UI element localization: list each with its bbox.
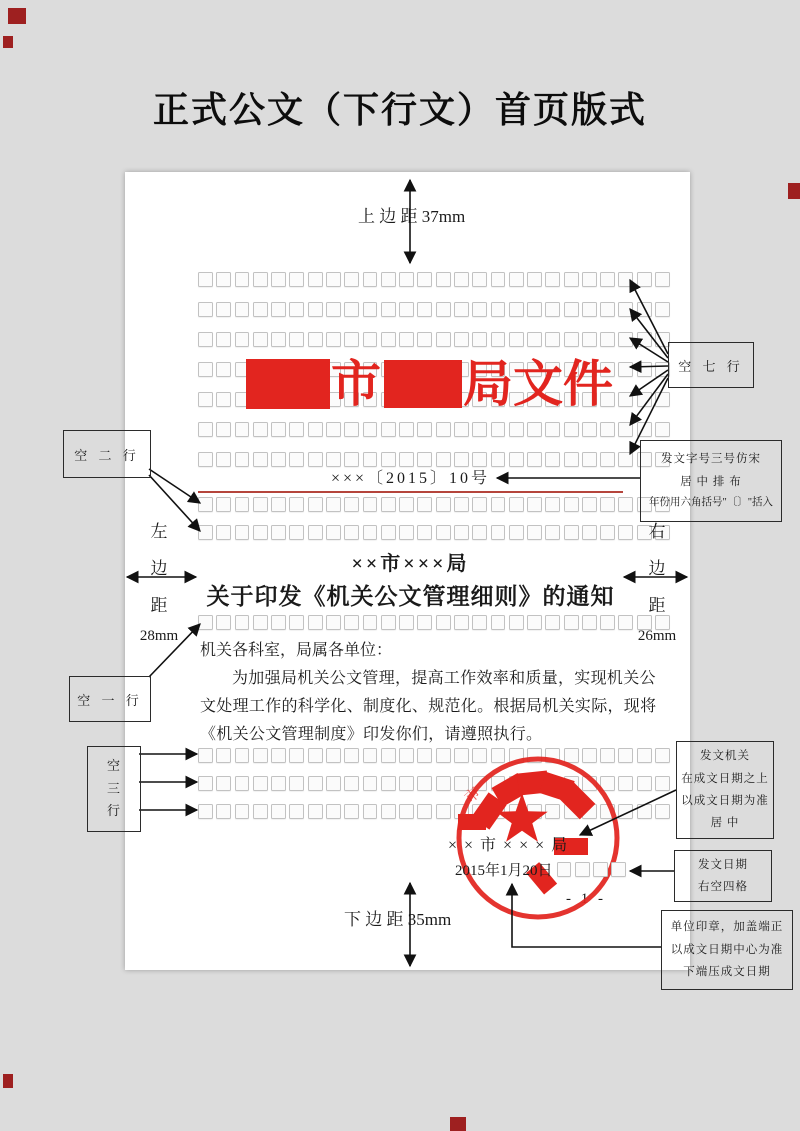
issuing-organ-title: ××市×××局 [351, 553, 470, 575]
placeholder-row [198, 525, 670, 540]
date-right-space-boxes [557, 862, 627, 877]
note-text: 以成文日期中心为准 [670, 943, 784, 956]
note-text: 下端压成文日期 [683, 966, 771, 979]
seal-ghost-char: 市 [462, 784, 484, 807]
page-number: - 1 - [566, 891, 606, 907]
placeholder-row [198, 332, 670, 347]
note-text: 年份用六角括号"〔〕"括入 [648, 497, 774, 509]
note-text: 空 二 行 [74, 447, 140, 463]
left-margin-value: 28mm [139, 628, 179, 644]
redacted-block [384, 360, 462, 408]
note-empty-two-rows [63, 430, 151, 478]
top-margin-label: 上 边 距 37mm [358, 207, 466, 226]
note-text: 空 一 行 [77, 692, 143, 708]
left-margin-label [139, 517, 179, 645]
right-margin-char: 右 [648, 522, 666, 541]
document-date: 2015年1月20日 [455, 863, 553, 879]
salutation: 机关各科室，局属各单位： [200, 642, 393, 659]
body-text-line: 文处理工作的科学化、制度化、规范化。根据局机关实际，现将 [200, 698, 657, 715]
banner-text-ju: 局文件 [463, 356, 613, 412]
note-text: 发文机关 [700, 750, 750, 763]
red-separator-line [198, 491, 623, 493]
note-unit-seal [661, 910, 793, 990]
issuer-signature: ××市×××局 [448, 837, 575, 854]
body-text-line: 为加强局机关公文管理，提高工作效率和质量，实现机关公 [232, 670, 656, 687]
note-issuing-organ [676, 741, 774, 839]
note-text: 空 七 行 [678, 358, 744, 374]
note-text: 居 中 [710, 817, 740, 830]
right-margin-label [637, 517, 677, 645]
right-margin-char: 距 [648, 596, 666, 615]
bottom-margin-label: 下 边 距 35mm [344, 910, 452, 929]
placeholder-row [198, 272, 670, 287]
note-text: 三 [106, 780, 121, 796]
placeholder-row [198, 615, 670, 630]
note-text: 居 中 排 布 [680, 475, 742, 488]
note-text: 在成文日期之上 [681, 772, 769, 785]
document-number: ×××〔2015〕10号 [330, 470, 491, 487]
note-text: 单位印章，加盖端正 [670, 921, 784, 934]
red-corner-mark [3, 36, 13, 48]
red-corner-mark [450, 1117, 466, 1131]
left-margin-char: 边 [150, 559, 168, 578]
left-margin-char: 左 [150, 522, 168, 541]
note-text: 发文日期 [698, 858, 748, 871]
placeholder-row [198, 422, 670, 437]
right-margin-char: 边 [648, 559, 666, 578]
note-empty-one-row [69, 676, 151, 722]
right-margin-value: 26mm [637, 628, 677, 644]
figure-title: 正式公文（下行文）首页版式 [152, 89, 647, 130]
note-text: 发文字号三号仿宋 [661, 453, 761, 466]
note-doc-number-format [640, 440, 782, 522]
banner-text-shi: 市 [331, 356, 381, 412]
note-text: 行 [106, 803, 121, 819]
body-text-line: 《机关公文管理制度》印发你们，请遵照执行。 [200, 726, 543, 743]
note-issue-date [674, 850, 772, 902]
note-text: 右空四格 [698, 881, 748, 893]
red-corner-mark [788, 183, 800, 199]
placeholder-row [198, 302, 670, 317]
placeholder-row [198, 497, 670, 512]
note-text: 空 [106, 757, 121, 773]
document-date-row [455, 859, 626, 880]
note-text: 以成文日期为准 [681, 795, 769, 807]
red-corner-mark [3, 1074, 13, 1088]
note-empty-three-rows [87, 746, 141, 832]
note-empty-seven-rows [668, 342, 754, 388]
red-corner-mark [8, 8, 26, 24]
left-margin-char: 距 [150, 596, 168, 615]
document-title: 关于印发《机关公文管理细则》的通知 [206, 584, 615, 609]
redacted-block [246, 359, 330, 409]
document-header-banner [246, 356, 614, 412]
